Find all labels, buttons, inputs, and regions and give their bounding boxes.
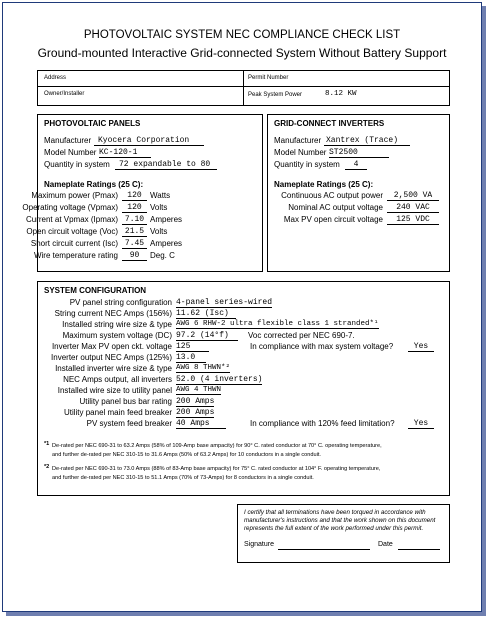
cert-line-3: represents the full extent of the work performed under this permit. (244, 525, 424, 532)
title-line-2: Ground-mounted Interactive Grid-connected System Without Battery Support (37, 46, 447, 60)
system-row-question: In compliance with 120% feed limitation? (250, 419, 395, 428)
inv-rating-row (268, 215, 449, 227)
pv-rating-row (25, 215, 262, 227)
system-row-label: Installed wire size to utility panel (57, 386, 172, 395)
system-row-answer: Yes (408, 342, 434, 352)
system-row-answer: Yes (408, 419, 434, 429)
system-row-label: String current NEC Amps (156%) (54, 309, 172, 318)
pv-rating-value: 21.5 (122, 227, 147, 237)
pv-manufacturer-label: Manufacturer (44, 136, 92, 145)
system-row-value: 11.62 (Isc) (176, 309, 236, 319)
system-row-value: 13.0 (176, 353, 206, 363)
system-heading: SYSTEM CONFIGURATION (44, 286, 147, 295)
system-row-value: 4-panel series-wired (176, 298, 273, 307)
date-label: Date (378, 541, 393, 548)
system-row (38, 419, 449, 430)
note-2-line-2: and further de-rated per NEC 310-15 to 51.1 Amps (70% of 73-Amps) for 8 conductors in a single conduit. (52, 475, 314, 481)
note-2-marker: *2 (44, 464, 50, 470)
note-1-line-2: and further de-rated per NEC 310-15 to 31.6 Amps (50% of 63.2 Amps) for 10 conductors in a single conduit. (52, 452, 321, 458)
pv-rating-unit: Amperes (150, 215, 183, 224)
system-row-label: Installed string wire size & type (62, 320, 172, 329)
pv-rating-label: Operating voltage (Vpmax) (22, 203, 118, 212)
system-row-label: PV system feed breaker (86, 419, 172, 428)
owner-label: Owner/Installer (44, 91, 85, 97)
inv-rating-value: 240 VAC (387, 203, 439, 213)
pv-rating-unit: Volts (150, 227, 168, 236)
system-row (38, 364, 449, 375)
pv-rating-label: Open circuit voltage (Voc) (26, 227, 118, 236)
permit-label: Permit Number (248, 75, 289, 81)
system-row-value: AWG 4 THWN (176, 386, 222, 394)
inv-model-label: Model Number (274, 148, 327, 157)
pv-rating-label: Wire temperature rating (33, 251, 118, 260)
inv-manufacturer-label: Manufacturer (274, 136, 322, 145)
system-row-label: Inverter output NEC Amps (125%) (51, 353, 172, 362)
inv-manufacturer-value: Xantrex (Trace) (324, 136, 410, 146)
system-row-value: 52.0 (4 inverters) (176, 375, 263, 384)
inv-rating-label: Nominal AC output voltage (288, 203, 383, 212)
cert-line-1: I certify that all terminations have been torqued in accordance with (244, 509, 426, 516)
system-row (38, 375, 449, 386)
pv-rating-value: 7.45 (122, 239, 147, 249)
pv-qty-label: Quantity in system (44, 160, 110, 169)
pv-rating-label: Current at Vpmax (Ipmax) (25, 215, 118, 224)
system-row (38, 342, 449, 353)
pv-rating-row (22, 203, 262, 215)
title-line-1: PHOTOVOLTAIC SYSTEM NEC COMPLIANCE CHECK LIST (83, 29, 401, 41)
pv-rating-value: 120 (122, 203, 147, 213)
pv-ratings-heading: Nameplate Ratings (25 C): (44, 180, 144, 189)
address-label: Address (44, 75, 67, 81)
pv-model-value: KC-120-1 (99, 148, 151, 158)
system-row-label: Inverter Max PV open ckt. voltage (51, 342, 172, 351)
header-table (37, 70, 450, 106)
inverters-box (267, 114, 450, 272)
pv-panels-heading: PHOTOVOLTAIC PANELS (44, 119, 141, 128)
system-row-value: 97.2 (14°f) (176, 331, 238, 341)
system-row-label: PV panel string configuration (69, 298, 172, 307)
pv-model-label: Model Number (44, 148, 97, 157)
pv-qty-value: 72 expandable to 80 (115, 160, 217, 170)
system-row-value: 200 Amps (176, 397, 215, 406)
inv-model-value: ST2500 (329, 148, 389, 158)
system-row (38, 397, 449, 408)
inv-rating-value: 125 VDC (387, 215, 439, 225)
note-2-line-1: De-rated per NEC 690-31 to 73.0 Amps (88% of 83-Amp base ampacity) for 75° C. rated conductor at 104° F. operating temperature, (52, 466, 381, 472)
inv-rating-row (268, 191, 449, 203)
pv-rating-value: 120 (122, 191, 147, 201)
system-row (38, 408, 449, 419)
system-row (38, 353, 449, 364)
inv-ratings-heading: Nameplate Ratings (25 C): (274, 180, 374, 189)
system-row-label: Utility panel bus bar rating (79, 397, 172, 406)
pv-rating-unit: Deg. C (150, 251, 175, 260)
pv-rating-row (26, 227, 262, 239)
system-row (38, 320, 449, 331)
pv-manufacturer-value: Kyocera Corporation (94, 136, 204, 146)
peak-power-label: Peak System Power (248, 92, 303, 98)
note-1-line-1: De-rated per NEC 690-31 to 63.2 Amps (58% of 109-Amp base ampacity) for 90° C. rated conductor at 70° C. operating temperature, (52, 443, 382, 449)
pv-rating-label: Maximum power (Pmax) (31, 191, 118, 200)
system-row-value: AWG 6 RHW-2 ultra flexible class 1 stranded*¹ (176, 320, 379, 328)
system-row-label: Installed inverter wire size & type (55, 364, 172, 373)
pv-rating-value: 90 (122, 251, 147, 261)
system-row (38, 298, 449, 309)
date-line[interactable] (398, 549, 440, 550)
pv-rating-unit: Amperes (150, 239, 183, 248)
system-row-note: Voc corrected per NEC 690-7. (248, 331, 355, 340)
pv-panels-box (22, 114, 263, 272)
signature-line[interactable] (278, 549, 370, 550)
inv-rating-value: 2,500 VA (387, 191, 439, 201)
pv-rating-value: 7.10 (122, 215, 147, 225)
system-row-label: NEC Amps output, all inverters (63, 375, 172, 384)
system-row-value: AWG 8 THWN*² (176, 364, 231, 372)
document-frame (2, 2, 482, 612)
system-row (38, 386, 449, 397)
cert-line-2: manufacturer's instructions and that the work shown on this document (244, 517, 436, 524)
system-row-value: 125 (176, 342, 209, 352)
system-row (38, 309, 449, 320)
header-col-divider (243, 71, 244, 105)
pv-rating-label: Short circuit current (Isc) (30, 239, 118, 248)
inv-qty-value: 4 (345, 160, 367, 170)
system-row-value: 40 Amps (176, 419, 226, 429)
pv-rating-unit: Volts (150, 203, 168, 212)
system-row-question: In compliance with max system voltage? (250, 342, 394, 351)
system-config-box (37, 281, 450, 496)
inverters-heading: GRID-CONNECT INVERTERS (274, 119, 385, 128)
inv-qty-label: Quantity in system (274, 160, 340, 169)
pv-rating-unit: Watts (150, 191, 171, 200)
inv-rating-label: Max PV open circuit voltage (283, 215, 383, 224)
inv-rating-label: Continuous AC output power (281, 191, 383, 200)
system-row-label: Utility panel main feed breaker (63, 408, 172, 417)
pv-rating-row (31, 191, 262, 203)
inv-rating-row (268, 203, 449, 215)
pv-rating-row (33, 251, 262, 263)
pv-rating-row (30, 239, 262, 251)
signature-label: Signature (244, 541, 274, 548)
note-1-marker: *1 (44, 441, 50, 447)
system-row-value: 200 Amps (176, 408, 215, 417)
peak-power-value: 8.12 KW (325, 90, 357, 98)
system-row (38, 331, 449, 342)
certification-box (237, 504, 450, 563)
system-row-label: Maximum system voltage (DC) (62, 331, 172, 340)
